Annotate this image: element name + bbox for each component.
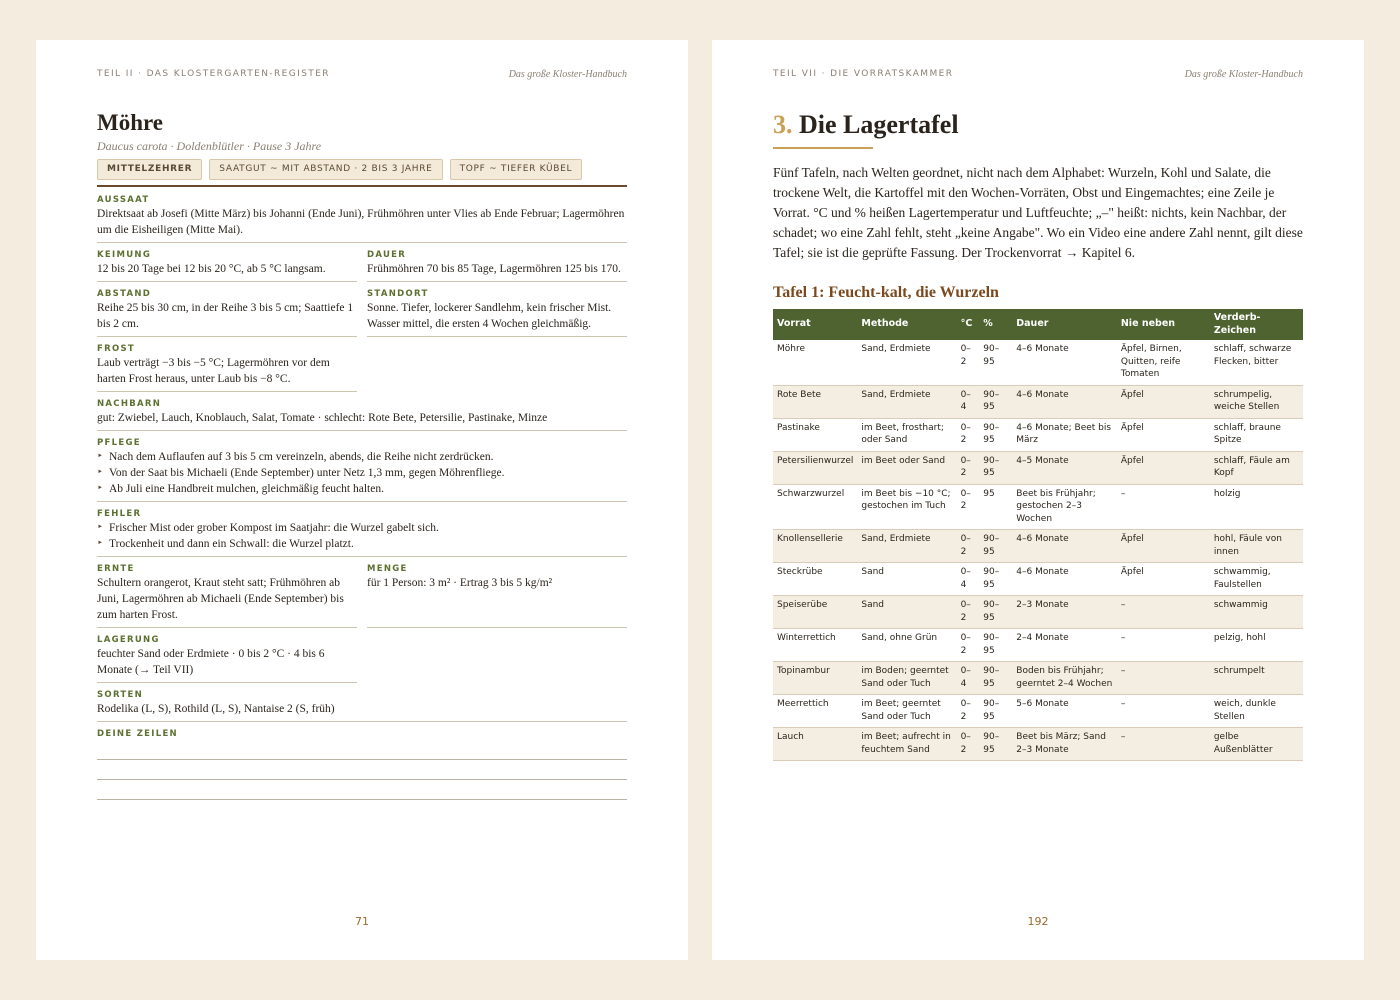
field-label: LAGERUNG (97, 635, 160, 645)
entry-title: Möhre (97, 110, 164, 135)
list-item: ‣ Frischer Mist oder grober Kompost im Saatjahr: die Wurzel gabelt sich. (97, 520, 627, 536)
chapter-title-text: Die Lagertafel (799, 110, 959, 139)
pflege-list (97, 449, 627, 497)
running-head-right: Das große Kloster-Handbuch (508, 69, 627, 80)
page-number: 192 (1027, 915, 1049, 928)
table-body (773, 340, 1303, 761)
cell-vorrat: Schwarzwurzel (773, 484, 857, 530)
field-label: DEINE ZEILEN (97, 729, 178, 739)
table-row (773, 662, 1303, 695)
cell-verderb: schwammig (1210, 596, 1303, 629)
entry-subtitle: Daucus carota · Doldenblütler · Pause 3 Jahre (97, 139, 322, 153)
field-value: gut: Zwiebel, Lauch, Knoblauch, Salat, Tomate · schlecht: Rote Bete, Petersilie, Pastinake, Minze (97, 412, 548, 424)
table-row (773, 418, 1303, 451)
cell-dauer: 2–3 Monate (1012, 596, 1117, 629)
chapter-rule (773, 147, 873, 149)
running-head-left: TEIL II · DAS KLOSTERGARTEN-REGISTER (97, 69, 330, 79)
cell-nie-neben: Äpfel (1117, 418, 1210, 451)
cell-humidity: 90–95 (979, 563, 1012, 596)
cell-vorrat: Lauch (773, 728, 857, 761)
list-item: ‣ Von der Saat bis Michaeli (Ende September) unter Netz 1,3 mm, gegen Möhrenfliege. (97, 465, 627, 481)
field-nachbarn (97, 398, 627, 431)
cell-humidity: 90–95 (979, 451, 1012, 484)
cell-temp: 0–2 (957, 484, 980, 530)
cell-dauer: Beet bis März; Sand 2–3 Monate (1012, 728, 1117, 761)
cell-methode: Sand, Erdmiete (857, 340, 956, 385)
cell-methode: Sand, Erdmiete (857, 530, 956, 563)
cell-methode: Sand, ohne Grün (857, 629, 956, 662)
field-value: feuchter Sand oder Erdmiete · 0 bis 2 °C · 4 bis 6 Monate (→ Teil VII) (97, 648, 325, 676)
field-fehler (97, 508, 627, 557)
cell-humidity: 90–95 (979, 662, 1012, 695)
cell-methode: Sand (857, 596, 956, 629)
cell-temp: 0–2 (957, 596, 980, 629)
cell-dauer: 4–6 Monate (1012, 340, 1117, 385)
cell-humidity: 90–95 (979, 418, 1012, 451)
cell-humidity: 90–95 (979, 530, 1012, 563)
field-value: für 1 Person: 3 m² · Ertrag 3 bis 5 kg/m² (367, 577, 553, 589)
table-row (773, 629, 1303, 662)
cell-methode: im Boden; geerntet Sand oder Tuch (857, 662, 956, 695)
fehler-list (97, 520, 627, 552)
entry-badges (97, 159, 627, 180)
cell-verderb: pelzig, hohl (1210, 629, 1303, 662)
column-header: Vorrat (773, 309, 857, 340)
cell-dauer: Boden bis Frühjahr; geerntet 2–4 Wochen (1012, 662, 1117, 695)
field-value: Laub verträgt −3 bis −5 °C; Lagermöhren vor dem harten Frost heraus, unter Laub bis −8 °C. (97, 357, 330, 385)
cell-dauer: 4–6 Monate; Beet bis März (1012, 418, 1117, 451)
field-aussaat (97, 194, 627, 243)
field-value: 12 bis 20 Tage bei 12 bis 20 °C, ab 5 °C langsam. (97, 263, 326, 275)
cell-nie-neben: – (1117, 728, 1210, 761)
cell-nie-neben: – (1117, 629, 1210, 662)
cell-verderb: weich, dunkle Stellen (1210, 695, 1303, 728)
field-standort (367, 288, 627, 337)
field-label: FEHLER (97, 509, 142, 519)
field-label: MENGE (367, 564, 408, 574)
table-row (773, 728, 1303, 761)
cell-dauer: 4–6 Monate (1012, 530, 1117, 563)
write-line[interactable] (97, 780, 627, 800)
cell-verderb: schwammig, Faulstellen (1210, 563, 1303, 596)
cell-verderb: holzig (1210, 484, 1303, 530)
table-row (773, 451, 1303, 484)
column-header: % (979, 309, 1012, 340)
table-row (773, 563, 1303, 596)
chapter-number: 3. (773, 110, 793, 139)
field-sorten (97, 689, 627, 722)
table-row (773, 484, 1303, 530)
cell-humidity: 95 (979, 484, 1012, 530)
cell-humidity: 90–95 (979, 629, 1012, 662)
column-header: °C (957, 309, 980, 340)
cell-dauer: 5–6 Monate (1012, 695, 1117, 728)
badge-zehrer: MITTELZEHRER (97, 159, 202, 180)
field-value: Rodelika (L, S), Rothild (L, S), Nantaise 2 (S, früh) (97, 703, 335, 715)
cell-nie-neben: Äpfel (1117, 451, 1210, 484)
entry-rule (97, 185, 627, 187)
cell-temp: 0–2 (957, 695, 980, 728)
storage-table (773, 309, 1303, 761)
cell-nie-neben: – (1117, 662, 1210, 695)
field-label: AUSSAAT (97, 195, 150, 205)
cell-vorrat: Steckrübe (773, 563, 857, 596)
cell-nie-neben: Äpfel (1117, 385, 1210, 418)
field-label: PFLEGE (97, 438, 141, 448)
right-page (712, 40, 1364, 960)
table-title: Tafel 1: Feucht-kalt, die Wurzeln (773, 284, 999, 301)
badge-saatgut: SAATGUT ~ MIT ABSTAND · 2 BIS 3 JAHRE (209, 159, 442, 180)
cell-verderb: schrumpelig, weiche Stellen (1210, 385, 1303, 418)
cell-vorrat: Möhre (773, 340, 857, 385)
cell-dauer: 4–6 Monate (1012, 385, 1117, 418)
cell-humidity: 90–95 (979, 596, 1012, 629)
cell-verderb: schlaff, braune Spitze (1210, 418, 1303, 451)
cell-temp: 0–2 (957, 340, 980, 385)
list-item: ‣ Ab Juli eine Handbreit mulchen, gleichmäßig feucht halten. (97, 481, 627, 497)
cell-nie-neben: Äpfel, Birnen, Quitten, reife Tomaten (1117, 340, 1210, 385)
field-value: Frühmöhren 70 bis 85 Tage, Lagermöhren 125 bis 170. (367, 263, 621, 275)
column-header: Methode (857, 309, 956, 340)
field-menge (367, 563, 627, 628)
field-value: Sonne. Tiefer, lockerer Sandlehm, kein frischer Mist. Wasser mittel, die ersten 4 Wochen gleichmäßig. (367, 302, 612, 330)
cell-humidity: 90–95 (979, 385, 1012, 418)
column-header: Verderb-Zeichen (1210, 309, 1303, 340)
cell-verderb: schlaff, Fäule am Kopf (1210, 451, 1303, 484)
field-abstand (97, 288, 357, 337)
table-row (773, 340, 1303, 385)
cell-dauer: 2–4 Monate (1012, 629, 1117, 662)
field-label: ABSTAND (97, 289, 152, 299)
column-header: Nie neben (1117, 309, 1210, 340)
cell-nie-neben: – (1117, 695, 1210, 728)
field-label: STANDORT (367, 289, 429, 299)
running-head-right: Das große Kloster-Handbuch (1184, 69, 1303, 80)
cell-vorrat: Winterrettich (773, 629, 857, 662)
cell-humidity: 90–95 (979, 728, 1012, 761)
cell-dauer: Beet bis Frühjahr; gestochen 2–3 Wochen (1012, 484, 1117, 530)
cell-temp: 0–4 (957, 385, 980, 418)
cell-verderb: schlaff, schwarze Flecken, bitter (1210, 340, 1303, 385)
left-page (36, 40, 688, 960)
cell-methode: im Beet bis −10 °C; gestochen im Tuch (857, 484, 956, 530)
field-label: SORTEN (97, 690, 144, 700)
field-pflege (97, 437, 627, 502)
field-dauer (367, 249, 627, 282)
field-lagerung (97, 634, 357, 683)
field-keimung (97, 249, 357, 282)
table-row (773, 385, 1303, 418)
chapter-content (773, 108, 1303, 761)
list-item: ‣ Nach dem Auflaufen auf 3 bis 5 cm vereinzeln, abends, die Reihe nicht zerdrücken. (97, 449, 627, 465)
cell-vorrat: Petersilienwurzel (773, 451, 857, 484)
cell-temp: 0–2 (957, 629, 980, 662)
field-label: KEIMUNG (97, 250, 152, 260)
cell-humidity: 90–95 (979, 340, 1012, 385)
register-entry (97, 108, 627, 800)
cell-nie-neben: – (1117, 484, 1210, 530)
cell-temp: 0–2 (957, 728, 980, 761)
entry-fields (97, 194, 627, 800)
cell-verderb: hohl, Fäule von innen (1210, 530, 1303, 563)
cell-vorrat: Knollensellerie (773, 530, 857, 563)
cell-methode: im Beet; aufrecht in feuchtem Sand (857, 728, 956, 761)
cell-vorrat: Speiserübe (773, 596, 857, 629)
cell-temp: 0–2 (957, 530, 980, 563)
field-label: NACHBARN (97, 399, 162, 409)
cell-dauer: 4–5 Monate (1012, 451, 1117, 484)
field-label: ERNTE (97, 564, 135, 574)
cell-methode: im Beet oder Sand (857, 451, 956, 484)
chapter-intro: Fünf Tafeln, nach Welten geordnet, nicht nach dem Alphabet: Wurzeln, Kohl und Salate, die trockene Welt, die Kartoffel mit den Wochen-Vorräten, Obst und Eingemachtes; eine Zeile je Vorrat. °C und % heißen Lagertemperatur und Luftfeuchte; „–" heißt: nichts, kein Nachbar, der schadet; wo eine Zahl fehlt, steht „keine Angabe". Wo ein Video eine andere Zahl nennt, gilt diese Tafel; sie ist die geprüfte Fassung. Der Trockenvorrat → Kapitel 6. (773, 165, 1303, 260)
cell-methode: im Beet, frosthart; oder Sand (857, 418, 956, 451)
cell-methode: Sand (857, 563, 956, 596)
list-item: ‣ Trockenheit und dann ein Schwall: die Wurzel platzt. (97, 536, 627, 552)
cell-verderb: schrumpelt (1210, 662, 1303, 695)
cell-humidity: 90–95 (979, 695, 1012, 728)
cell-nie-neben: Äpfel (1117, 563, 1210, 596)
page-number: 71 (355, 915, 369, 928)
cell-vorrat: Rote Bete (773, 385, 857, 418)
field-spacer (367, 343, 627, 398)
table-row (773, 530, 1303, 563)
chapter-title (773, 108, 1303, 142)
cell-vorrat: Meerrettich (773, 695, 857, 728)
field-value: Direktsaat ab Josefi (Mitte März) bis Johanni (Ende Juni), Frühmöhren unter Vlies ab Ende Februar; Lagermöhren um die Eisheiligen (Mitte Mai). (97, 208, 625, 236)
cell-nie-neben: – (1117, 596, 1210, 629)
field-zeilen (97, 728, 627, 800)
field-value: Schultern orangerot, Kraut steht satt; Frühmöhren ab Juni, Lagermöhren ab Michaeli (Ende September) bis zum harten Frost. (97, 577, 344, 621)
field-value: Reihe 25 bis 30 cm, in der Reihe 3 bis 5 cm; Saattiefe 1 bis 2 cm. (97, 302, 354, 330)
field-label: DAUER (367, 250, 407, 260)
write-line[interactable] (97, 740, 627, 760)
table-header-row (773, 309, 1303, 340)
cell-temp: 0–2 (957, 451, 980, 484)
table-row (773, 695, 1303, 728)
cell-temp: 0–4 (957, 662, 980, 695)
field-spacer (367, 634, 627, 689)
table-row (773, 596, 1303, 629)
field-label: FROST (97, 344, 135, 354)
cell-vorrat: Pastinake (773, 418, 857, 451)
field-ernte (97, 563, 357, 628)
cell-nie-neben: Äpfel (1117, 530, 1210, 563)
cell-vorrat: Topinambur (773, 662, 857, 695)
column-header: Dauer (1012, 309, 1117, 340)
write-line[interactable] (97, 760, 627, 780)
running-head-left: TEIL VII · DIE VORRATSKAMMER (773, 69, 954, 79)
field-frost (97, 343, 357, 392)
cell-temp: 0–2 (957, 418, 980, 451)
cell-methode: im Beet; geerntet Sand oder Tuch (857, 695, 956, 728)
cell-verderb: gelbe Außenblätter (1210, 728, 1303, 761)
cell-methode: Sand, Erdmiete (857, 385, 956, 418)
cell-dauer: 4–6 Monate (1012, 563, 1117, 596)
cell-temp: 0–4 (957, 563, 980, 596)
badge-topf: TOPF ~ TIEFER KÜBEL (450, 159, 583, 180)
